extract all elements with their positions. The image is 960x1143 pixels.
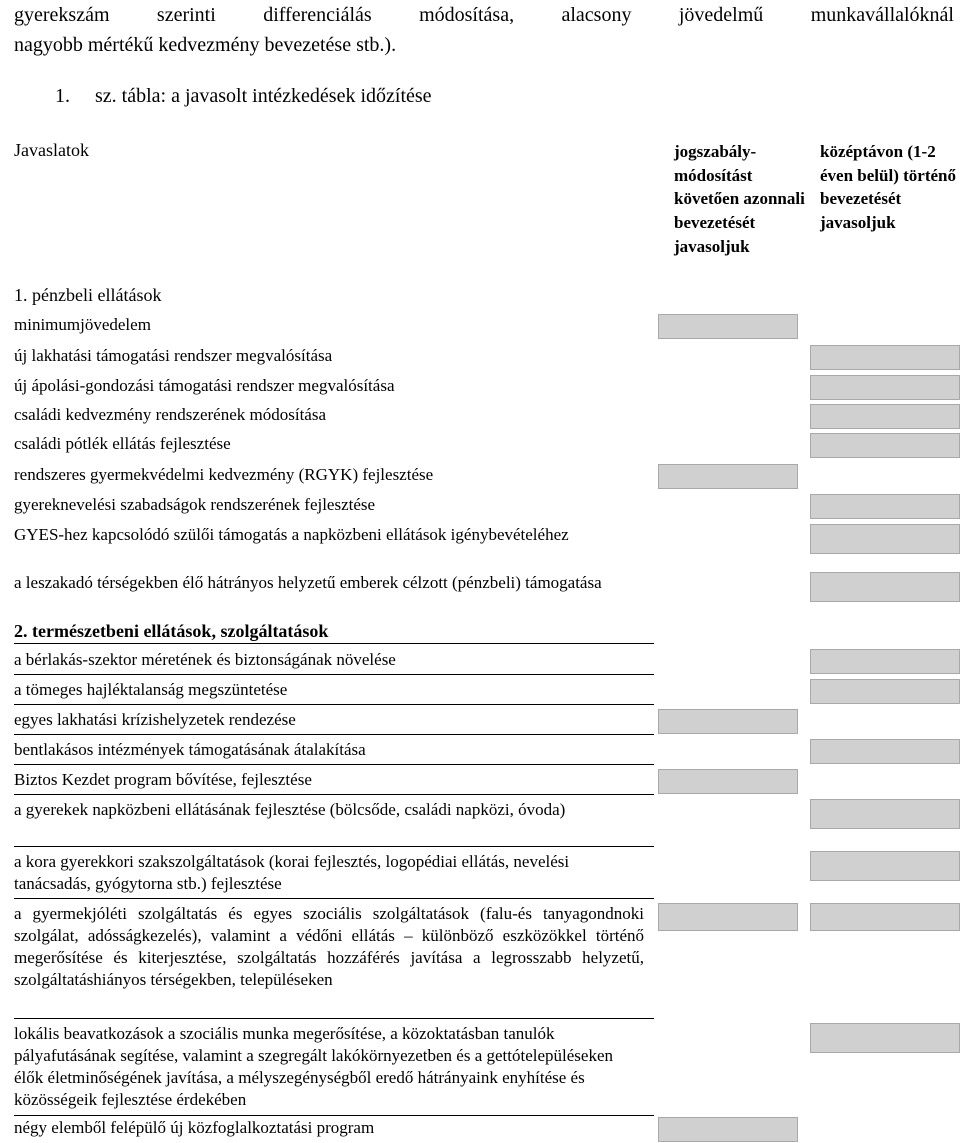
shaded-cell-medium-term [810,375,960,400]
row-label: bentlakásos intézmények támogatásának átalakítása [14,740,366,759]
row-label: családi kedvezmény rendszerének módosítása [14,405,327,424]
shaded-cell-medium-term [810,851,960,881]
shaded-cell-medium-term [810,739,960,764]
section-2-title: 2. természetbeni ellátások, szolgáltatások [14,621,329,641]
caption-text: sz. tábla: a javasolt intézkedések időzítése [95,85,432,107]
divider [14,764,654,765]
shaded-cell-medium-term [810,494,960,519]
shaded-cell-immediate [658,314,798,339]
row-label: a tömeges hajléktalanság megszüntetése [14,680,288,699]
row-label: rendszeres gyermekvédelmi kedvezmény (RGYK) fejlesztése [14,465,434,484]
row-label: minimumjövedelem [14,315,151,334]
divider [14,734,654,735]
header-medium-term: középtávon (1-2 éven belül) történő bevezetését javasoljuk [820,142,956,233]
divider [14,898,654,899]
section-1-number: 1. [14,285,28,305]
shaded-cell-immediate [658,903,798,931]
header-proposals: Javaslatok [14,140,89,160]
shaded-cell-medium-term [810,1023,960,1053]
row-label: a kora gyerekkori szakszolgáltatások (korai fejlesztés, logopédiai ellátás, nevelési tanácsadás, gyógytorna stb.) fejlesztése [14,852,570,893]
row-label: lokális beavatkozások a szociális munka megerősítése, a közoktatásban tanulók pályafutásának segítése, valamint a szegregált lakókörnyezetben és a gettótelepüléseken élők életminőségének javítása, a mélyszegénységből eredő hátrányaink enyhítése és közösségeik fejlesztése érdekében [14,1024,613,1109]
row-label: a gyermekjóléti szolgáltatás és egyes szociális szolgáltatások (falu-és tanyagondnoki szolgálat, adósságkezelés), valamint a védőni ellátás – különböző eszközökkel történő megerősítése és kiterjesztése, szolgáltatás hozzáférés javítása a legrosszabb helyzetű, szolgáltatáshiányos térségekben, településeken [14,904,644,989]
row-label: Biztos Kezdet program bővítése, fejlesztése [14,770,312,789]
row-label: egyes lakhatási krízishelyzetek rendezése [14,710,296,729]
intro-line-1: gyerekszám szerinti differenciálás módosítása, alacsony jövedelmű munkavállalóknál [14,4,954,26]
intro-paragraph [14,0,954,60]
divider [14,674,654,675]
shaded-cell-medium-term [810,649,960,674]
section-1-title: pénzbeli ellátások [32,285,162,305]
divider [14,794,654,795]
shaded-cell-medium-term [810,799,960,829]
intro-line-2: nagyobb mértékű kedvezmény bevezetése stb.). [14,34,397,56]
divider [14,643,654,644]
shaded-cell-medium-term [810,903,960,931]
shaded-cell-medium-term [810,404,960,429]
table-caption [55,83,432,109]
caption-number: 1. [55,85,70,107]
shaded-cell-medium-term [810,572,960,602]
shaded-cell-immediate [658,769,798,794]
row-label: a bérlakás-szektor méretének és biztonságának növelése [14,650,396,669]
shaded-cell-immediate [658,464,798,489]
shaded-cell-immediate [658,709,798,734]
row-label: GYES-hez kapcsolódó szülői támogatás a napközbeni ellátások igénybevételéhez [14,525,569,544]
header-immediate: jogszabály-módosítást követően azonnali bevezetését javasoljuk [674,142,805,256]
row-label: a gyerekek napközbeni ellátásának fejlesztése (bölcsőde, családi napközi, óvoda) [14,800,566,819]
shaded-cell-medium-term [810,345,960,370]
row-label: új lakhatási támogatási rendszer megvalósítása [14,346,333,365]
row-label: családi pótlék ellátás fejlesztése [14,434,231,453]
shaded-cell-medium-term [810,679,960,704]
divider [14,704,654,705]
row-label: új ápolási-gondozási támogatási rendszer megvalósítása [14,376,395,395]
divider [14,1018,654,1019]
row-label: gyereknevelési szabadságok rendszerének fejlesztése [14,495,376,514]
shaded-cell-immediate [658,1117,798,1142]
divider [14,1115,654,1116]
row-label: a leszakadó térségekben élő hátrányos helyzetű emberek célzott (pénzbeli) támogatása [14,573,602,592]
divider [14,846,654,847]
row-label: négy elemből felépülő új közfoglalkoztatási program [14,1118,375,1137]
shaded-cell-medium-term [810,433,960,458]
shaded-cell-medium-term [810,524,960,554]
